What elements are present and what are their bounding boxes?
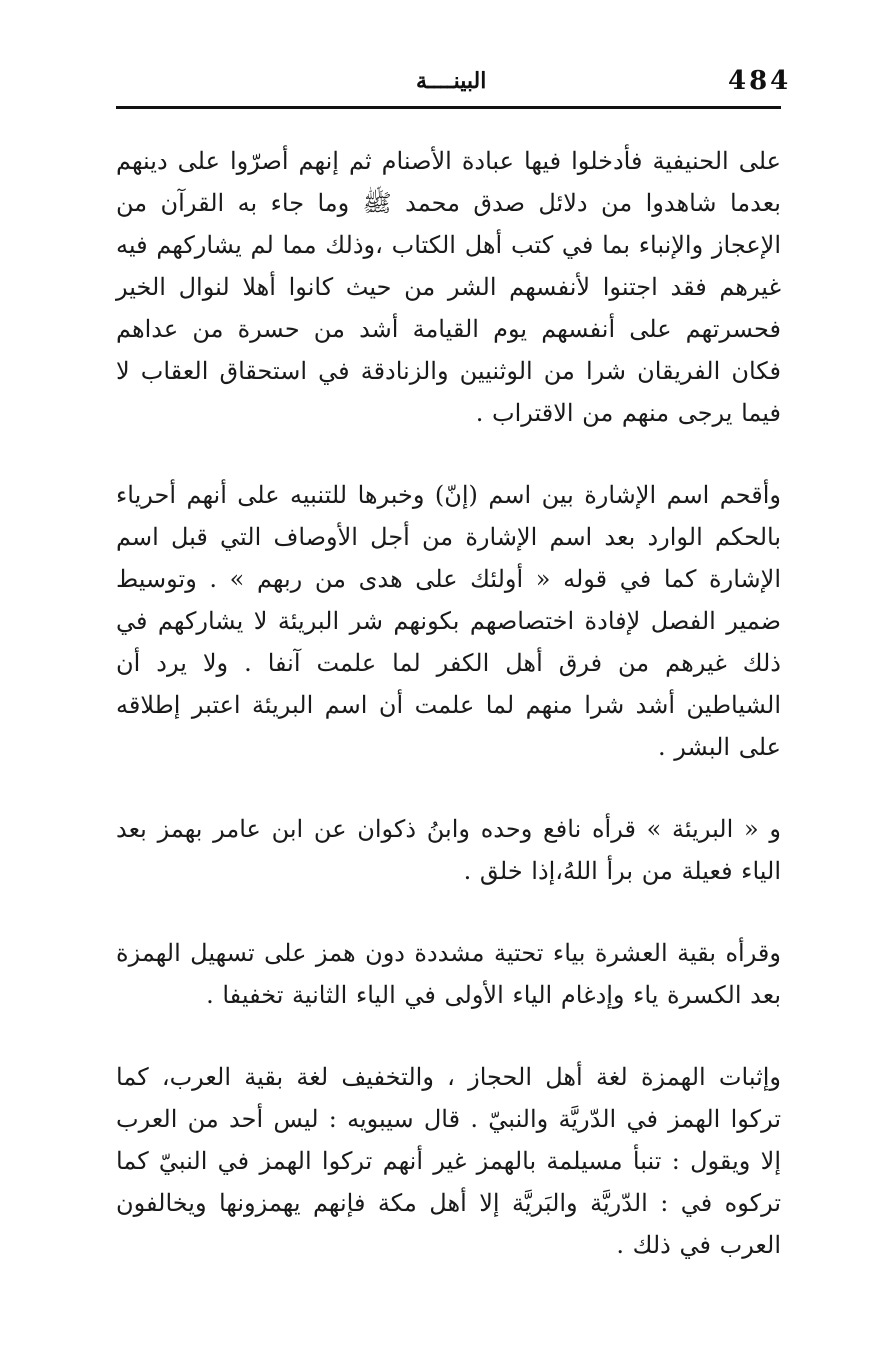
- paragraph-2: وأقحم اسم الإشارة بين اسم (إنّ) وخبرها للتنبيه على أنهم أحرياء بالحكم الوارد بعد اسم الإشارة من أجل الأوصاف التي قبل اسم الإشارة كما في قوله « أولئك على هدى من ربهم » . وتوسيط ضمير الفصل لإفادة اختصاصهم بكونهم شر البريئة لا يشاركهم في ذلك غيرهم من فرق أهل الكفر لما علمت آنفا . ولا يرد أن الشياطين أشد شرا منهم لما علمت أن اسم البريئة اعتبر إطلاقه على البشر .: [116, 481, 782, 761]
- paragraph-3: و « البريئة » قرأه نافع وحده وابنُ ذكوان عن ابن عامر بهمز بعد الياء فعيلة من برأ اللهُ،إذا خلق .: [116, 815, 781, 885]
- page-number: 484: [728, 66, 792, 96]
- paragraph-1: على الحنيفية فأدخلوا فيها عبادة الأصنام ثم إنهم أصرّوا على دينهم بعدما شاهدوا من دلائل صدق محمد ﷺ وما جاء به القرآن من الإعجاز والإنباء بما في كتب أهل الكتاب ،وذلك مما لم يشاركهم فيه غيرهم فقد اجتنوا لأنفسهم الشر من حيث كانوا أهلا لنوال الخير فحسرتهم على أنفسهم يوم القيامة أشد من حسرة من عداهم فكان الفريقان شرا من الوثنيين والزنادقة في استحقاق العقاب لا فيما يرجى منهم من الاقتراب .: [116, 147, 782, 427]
- paragraph-4: وقرأه بقية العشرة بياء تحتية مشددة دون همز على تسهيل الهمزة بعد الكسرة ياء وإدغام الياء الأولى في الياء الثانية تخفيفا .: [116, 939, 781, 1009]
- page-header: [116, 64, 792, 104]
- header-rule: [116, 106, 781, 109]
- body-text: [116, 140, 781, 1306]
- paragraph-5: وإثبات الهمزة لغة أهل الحجاز ، والتخفيف لغة بقية العرب، كما تركوا الهمز في الدّريَّة والنبيّ . قال سيبويه : ليس أحد من العرب إلا ويقول : تنبأ مسيلمة بالهمز غير أنهم تركوا الهمز في النبيّ كما تركوه في : الدّريَّة والبَريَّة إلا أهل مكة فإنهم يهمزونها ويخالفون العرب في ذلك .: [116, 1063, 781, 1259]
- running-title: البينــــة: [416, 68, 487, 94]
